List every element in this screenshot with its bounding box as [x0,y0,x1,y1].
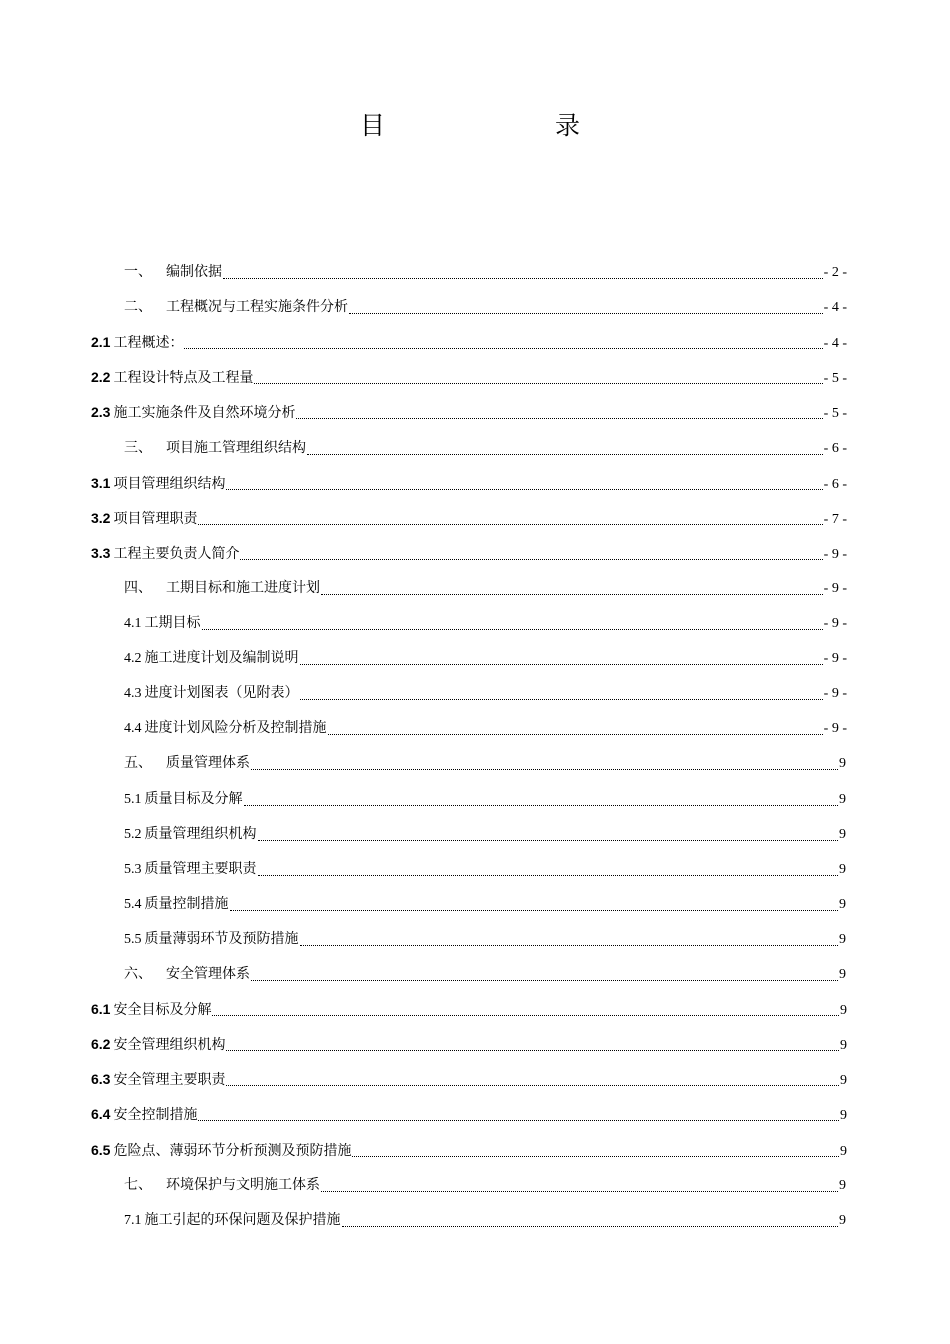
toc-entry-title: 工程设计特点及工程量 [113,370,254,386]
toc-entry[interactable] [124,753,846,773]
toc-entry-page-number: - 6 - [823,477,847,492]
toc-entry-title: 质量目标及分解 [144,791,243,807]
toc-entry-number: 2.3 [91,404,111,420]
dot-leader [296,418,822,419]
toc-entry[interactable] [124,648,847,668]
toc-entry-title: 质量控制措施 [144,896,229,912]
dot-leader [226,1050,839,1051]
toc-entry-page-number: - 9 - [823,616,847,631]
toc-entry[interactable] [124,929,846,949]
toc-entry[interactable] [91,1140,847,1160]
toc-entry-number: 7.1 [124,1213,142,1228]
toc-entry-number: 5.5 [124,932,142,947]
dot-leader [244,805,839,806]
toc-entry-number: 2.2 [91,369,111,385]
dot-leader [212,1015,839,1016]
toc-entry-title: 进度计划风险分析及控制措施 [144,720,327,736]
dot-leader [300,699,823,700]
toc-entry-number: 6.5 [91,1142,111,1158]
toc-entry-page-number: - 9 - [823,651,847,666]
toc-entry-title: 工期目标和施工进度计划 [166,580,320,596]
toc-entry[interactable] [124,859,846,879]
dot-leader [321,594,823,595]
toc-entry-number: 二、 [124,299,152,315]
dot-leader [230,910,839,911]
toc-entry-title: 项目管理组织结构 [113,476,226,492]
dot-leader [300,945,839,946]
toc-entry-title: 安全管理主要职责 [113,1072,226,1088]
toc-entry-number: 6.4 [91,1106,111,1122]
toc-entry-page-number: - 4 - [823,300,847,315]
toc-entry-page-number: - 6 - [823,441,847,456]
toc-entry-title: 质量管理组织机构 [144,826,257,842]
dot-leader [202,629,823,630]
toc-entry[interactable] [124,297,847,317]
toc-entry[interactable] [124,894,846,914]
toc-entry-page-number: 9 [839,932,846,947]
toc-entry-number: 5.2 [124,827,142,842]
toc-entry-number: 一、 [124,264,152,280]
toc-entry-page-number: - 9 - [823,721,847,736]
toc-entry-number: 4.1 [124,616,142,631]
toc-entry-title: 项目管理职责 [113,511,198,527]
toc-entry-number: 6.1 [91,1001,111,1017]
toc-entry-number: 6.3 [91,1071,111,1087]
toc-entry[interactable] [91,332,847,352]
toc-entry-title: 施工实施条件及自然环境分析 [113,405,296,421]
dot-leader [226,489,822,490]
toc-entry[interactable] [91,1104,847,1124]
toc-entry[interactable] [124,1175,846,1195]
toc-entry-page-number: - 9 - [823,547,847,562]
toc-entry-page-number: - 7 - [823,512,847,527]
toc-entry[interactable] [124,578,847,598]
toc-entry-title: 工期目标 [144,615,201,631]
dot-leader [198,1120,839,1121]
toc-entry-page-number: 9 [839,756,846,771]
dot-leader [328,734,823,735]
toc-entry[interactable] [91,543,847,563]
toc-entry-title: 环境保护与文明施工体系 [166,1177,320,1193]
dot-leader [258,840,839,841]
dot-leader [240,559,822,560]
toc-entry[interactable] [91,1069,847,1089]
toc-entry-page-number: - 9 - [823,686,847,701]
toc-entry[interactable] [91,367,847,387]
dot-leader [223,278,823,279]
toc-entry[interactable] [124,683,847,703]
toc-entry-page-number: - 5 - [823,406,847,421]
dot-leader [307,454,823,455]
toc-entry-title: 项目施工管理组织结构 [166,440,306,456]
toc-entry-number: 三、 [124,440,152,456]
dot-leader [251,769,838,770]
toc-entry[interactable] [124,1210,846,1230]
toc-entry-page-number: 9 [839,897,846,912]
toc-entry-number: 4.3 [124,686,142,701]
toc-entry-number: 5.4 [124,897,142,912]
toc-entry-page-number: 9 [839,827,846,842]
toc-entry-number: 3.3 [91,545,111,561]
toc-entry-title: 安全管理组织机构 [113,1037,226,1053]
dot-leader [184,348,822,349]
toc-entry-number: 六、 [124,966,152,982]
toc-entry-title: 工程概况与工程实施条件分析 [166,299,348,315]
toc-entry-page-number: - 2 - [823,265,847,280]
toc-entry[interactable] [124,718,847,738]
toc-entry[interactable] [91,1034,847,1054]
toc-entry-number: 5.3 [124,862,142,877]
toc-entry-title: 工程主要负责人简介 [113,546,240,562]
dot-leader [300,664,823,665]
toc-entry-number: 四、 [124,580,152,596]
page-title: 目 录 [359,111,620,140]
toc-entry-number: 5.1 [124,792,142,807]
dot-leader [251,980,838,981]
toc-entry[interactable] [124,613,847,633]
toc-entry[interactable] [124,789,846,809]
toc-entry-page-number: - 5 - [823,371,847,386]
toc-entry-page-number: 9 [839,862,846,877]
dot-leader [342,1226,839,1227]
dot-leader [254,383,822,384]
toc-entry-title: 质量管理体系 [166,755,250,771]
toc-entry[interactable] [91,508,847,528]
dot-leader [198,524,822,525]
toc-entry-number: 3.2 [91,510,111,526]
toc-entry-title: 施工引起的环保问题及保护措施 [144,1212,341,1228]
toc-entry-number: 五、 [124,755,152,771]
toc-entry-page-number: 9 [839,1178,846,1193]
toc-entry[interactable] [124,438,847,458]
toc-entry[interactable] [124,964,846,984]
dot-leader [226,1085,839,1086]
toc-entry-page-number: - 4 - [823,336,847,351]
toc-entry-number: 4.2 [124,651,142,666]
toc-entry-page-number: 9 [840,1073,847,1088]
toc-entry[interactable] [91,473,847,493]
dot-leader [258,875,839,876]
toc-entry-number: 6.2 [91,1036,111,1052]
toc-entry-page-number: 9 [839,967,846,982]
toc-entry-title: 工程概述： [113,335,184,351]
toc-entry-title: 编制依据 [166,264,222,280]
toc-entry-number: 4.4 [124,721,142,736]
toc-entry-title: 质量薄弱环节及预防措施 [144,931,299,947]
toc-entry-title: 质量管理主要职责 [144,861,257,877]
toc-entry-title: 安全目标及分解 [113,1002,212,1018]
toc-entry-page-number: 9 [839,1213,846,1228]
toc-entry[interactable] [91,999,847,1019]
toc-entry-title: 安全控制措施 [113,1107,198,1123]
toc-entry[interactable] [91,402,847,422]
toc-entry-title: 安全管理体系 [166,966,250,982]
toc-entry-title: 危险点、薄弱环节分析预测及预防措施 [113,1143,352,1159]
dot-leader [352,1156,839,1157]
toc-entry-page-number: 9 [840,1003,847,1018]
toc-entry-page-number: 9 [840,1144,847,1159]
toc-entry[interactable] [124,824,846,844]
toc-entry-page-number: 9 [839,792,846,807]
toc-entry-title: 进度计划图表（见附表） [144,685,299,701]
toc-entry-page-number: 9 [840,1108,847,1123]
toc-entry-page-number: 9 [840,1038,847,1053]
dot-leader [321,1191,838,1192]
toc-entry-number: 3.1 [91,475,111,491]
toc-entry-title: 施工进度计划及编制说明 [144,650,299,666]
toc-entry-number: 2.1 [91,334,111,350]
toc-entry[interactable] [124,262,847,282]
toc-entry-number: 七、 [124,1177,152,1193]
dot-leader [349,313,823,314]
toc-entry-page-number: - 9 - [823,581,847,596]
